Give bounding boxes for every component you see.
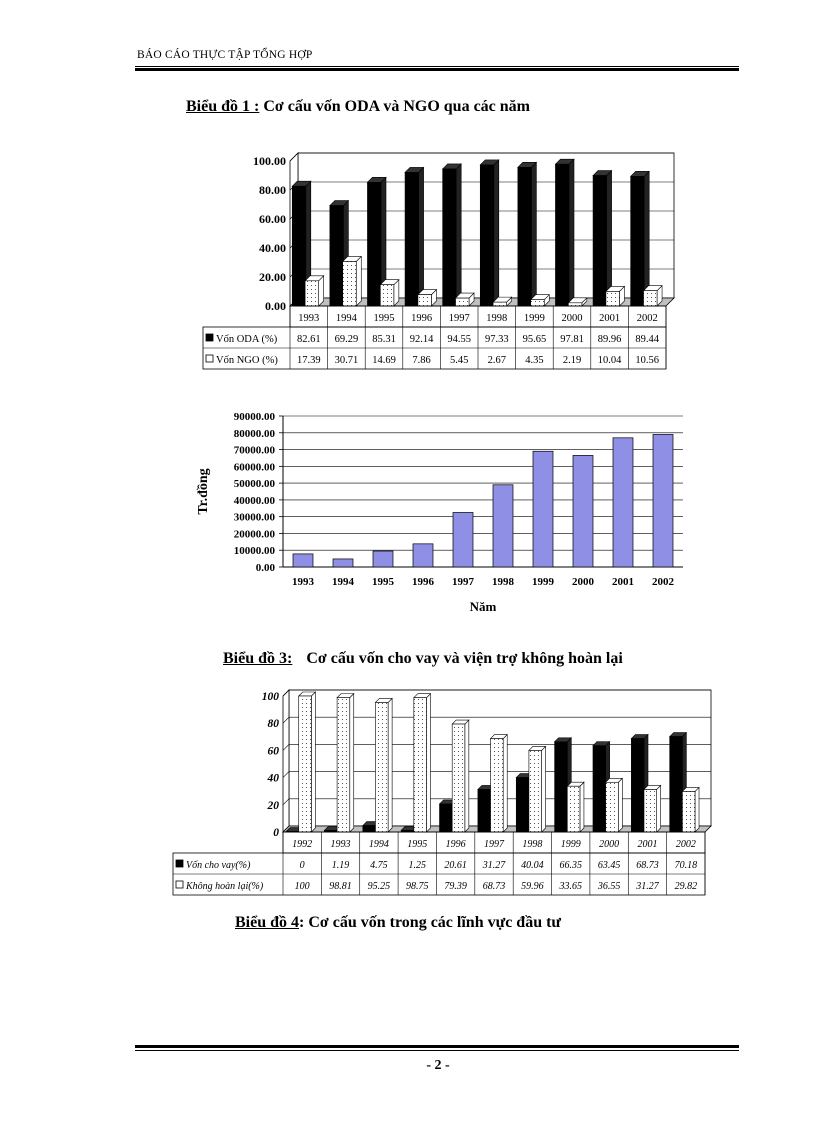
table-value: 69.29 — [334, 334, 359, 345]
y-tick-label: 20 — [267, 799, 279, 812]
y-tick-label: 20000.00 — [233, 528, 275, 541]
light-series-bar-side — [503, 735, 507, 832]
table-year-label: 1994 — [335, 313, 357, 324]
x-tick-label: 2001 — [612, 576, 634, 588]
table-value: 29.82 — [674, 881, 698, 892]
light-series-bar — [299, 696, 312, 832]
y-tick-label: 40 — [267, 772, 279, 785]
table-value: 79.39 — [444, 881, 467, 892]
footer-rule-thick — [135, 1045, 739, 1048]
y-tick-label: 20.00 — [259, 270, 286, 284]
dark-series-bar-side — [569, 159, 574, 306]
legend-key-dark — [176, 860, 183, 867]
light-series-bar — [380, 285, 394, 306]
y-tick-label: 50000.00 — [233, 478, 275, 491]
legend-series-label: Vốn ODA (%) — [216, 334, 278, 345]
table-value: 98.81 — [329, 881, 352, 892]
table-value: 85.31 — [372, 334, 396, 345]
chart3-caption — [223, 650, 623, 668]
capital-value-chart — [190, 406, 690, 616]
table-year-label: 1998 — [522, 839, 543, 850]
dark-series-bar — [593, 176, 607, 306]
table-value: 98.75 — [406, 881, 429, 892]
value-bar — [653, 434, 673, 567]
loan-grant-chart — [165, 682, 725, 898]
table-year-label: 1996 — [411, 313, 433, 324]
table-year-label: 1995 — [373, 313, 395, 324]
table-year-label: 2002 — [636, 313, 658, 324]
y-tick-label: 0.00 — [255, 562, 275, 574]
table-year-label: 2000 — [561, 313, 583, 324]
y-tick-label: 40000.00 — [233, 494, 275, 507]
table-value: 30.71 — [334, 355, 359, 366]
value-bar — [573, 455, 593, 567]
oda-ngo-chart — [190, 148, 690, 378]
chart3-caption-text: Cơ cấu vốn cho vay và viện trợ không hoàn lại — [306, 650, 623, 667]
dark-series-bar — [330, 206, 344, 306]
footer-rule-thin — [135, 1050, 739, 1051]
light-series-bar-side — [618, 778, 622, 832]
table-value: 89.44 — [635, 334, 660, 345]
dark-series-bar-side — [456, 164, 461, 306]
value-bar — [493, 485, 513, 567]
table-value: 97.81 — [560, 334, 584, 345]
header-rule-thick — [135, 68, 739, 71]
light-series-bar — [606, 782, 619, 832]
x-axis-title: Năm — [469, 599, 497, 614]
header-rule-thin — [135, 66, 739, 67]
table-value: 95.25 — [367, 881, 391, 892]
table-year-label: 2001 — [637, 839, 658, 850]
plot-side-wall — [283, 690, 289, 832]
light-series-bar — [375, 702, 388, 832]
light-series-bar — [567, 786, 580, 832]
legend-series-label: Vốn NGO (%) — [216, 355, 278, 366]
light-series-bar-side — [695, 787, 699, 832]
page-number: - 2 - — [426, 1058, 450, 1073]
light-series-bar — [305, 281, 319, 306]
y-tick-label: 80.00 — [259, 183, 286, 197]
table-value: 68.73 — [636, 860, 659, 871]
light-series-bar-side — [657, 785, 661, 832]
table-year-label: 1997 — [448, 313, 470, 324]
x-tick-label: 2002 — [652, 576, 674, 588]
light-series-bar — [452, 724, 465, 832]
table-year-label: 1993 — [330, 839, 351, 850]
y-tick-label: 40.00 — [259, 241, 286, 255]
dark-series-bar-side — [531, 162, 536, 306]
light-series-bar-side — [426, 694, 430, 832]
table-value: 31.27 — [636, 881, 659, 892]
light-series-bar-side — [580, 782, 584, 832]
dark-series-bar — [593, 746, 606, 832]
dark-series-bar — [518, 167, 532, 306]
value-bar — [533, 451, 553, 567]
light-series-bar — [493, 302, 507, 306]
table-year-label: 1993 — [298, 313, 320, 324]
y-tick-label: 60000.00 — [233, 461, 275, 474]
chart1-caption — [186, 98, 530, 116]
y-tick-label: 60.00 — [259, 212, 286, 226]
table-year-label: 2000 — [599, 839, 620, 850]
dark-series-bar — [405, 172, 419, 306]
table-value: 0 — [299, 860, 305, 871]
light-series-bar-side — [542, 746, 546, 832]
x-tick-label: 1998 — [492, 576, 514, 588]
light-series-bar — [418, 295, 432, 306]
table-value: 59.96 — [521, 881, 544, 892]
table-year-label: 1997 — [484, 839, 504, 850]
value-bar — [293, 554, 313, 567]
light-series-bar — [531, 300, 545, 306]
table-value: 89.96 — [597, 334, 622, 345]
dark-series-bar — [631, 176, 645, 306]
x-tick-label: 1995 — [372, 576, 394, 588]
table-year-label: 1992 — [292, 839, 313, 850]
table-value: 7.86 — [412, 355, 431, 366]
table-value: 17.39 — [296, 355, 321, 366]
y-tick-label: 0.00 — [265, 299, 286, 313]
dark-series-bar — [555, 742, 568, 832]
legend-key-dark — [206, 334, 213, 341]
table-value: 66.35 — [559, 860, 582, 871]
x-tick-label: 1997 — [452, 576, 474, 588]
chart4-caption — [235, 914, 561, 932]
table-value: 31.27 — [482, 860, 506, 871]
table-value: 100 — [294, 881, 310, 892]
table-value: 2.67 — [487, 355, 506, 366]
y-tick-label: 100.00 — [253, 154, 286, 168]
table-value: 82.61 — [296, 334, 321, 345]
y-tick-label: 70000.00 — [233, 444, 275, 457]
legend-series-label: Vốn cho vay(%) — [186, 860, 251, 871]
value-bar — [453, 512, 473, 567]
x-tick-label: 1999 — [532, 576, 554, 588]
table-year-label: 1996 — [445, 839, 466, 850]
dark-series-bar — [367, 182, 381, 306]
dark-series-bar — [292, 186, 306, 306]
light-series-bar — [529, 750, 542, 832]
table-value: 70.18 — [674, 860, 698, 871]
legend-series-label: Không hoàn lại(%) — [186, 881, 264, 892]
dark-series-bar-side — [607, 171, 612, 306]
table-value: 36.55 — [597, 881, 621, 892]
document-header: BÁO CÁO THỰC TẬP TỔNG HỢP — [137, 49, 313, 61]
table-value: 92.14 — [409, 334, 434, 345]
table-year-label: 2001 — [599, 313, 621, 324]
light-series-bar-side — [465, 720, 469, 832]
light-series-bar — [644, 789, 657, 832]
light-series-bar — [337, 698, 350, 832]
dark-series-bar — [516, 778, 529, 832]
dark-series-bar — [555, 164, 569, 306]
table-value: 5.45 — [450, 355, 469, 366]
dark-series-bar — [478, 789, 491, 832]
y-tick-label: 30000.00 — [233, 511, 275, 524]
light-series-bar-side — [388, 698, 392, 832]
chart3-caption-lead: Biểu đồ 3: — [223, 650, 293, 667]
table-value: 95.65 — [522, 334, 547, 345]
x-tick-label: 1993 — [292, 576, 314, 588]
y-tick-label: 80000.00 — [233, 427, 275, 440]
table-value: 2.19 — [562, 355, 582, 366]
dark-series-bar-side — [419, 167, 424, 306]
table-value: 33.65 — [559, 881, 582, 892]
y-tick-label: 100 — [261, 691, 279, 703]
y-tick-label: 80 — [267, 718, 279, 731]
light-series-bar — [456, 298, 470, 306]
table-value: 14.69 — [372, 355, 396, 366]
table-value: 20.61 — [444, 860, 467, 871]
table-value: 40.04 — [521, 860, 544, 871]
value-bar — [613, 438, 633, 567]
table-year-label: 1999 — [523, 313, 545, 324]
table-value: 4.75 — [370, 860, 388, 871]
y-tick-label: 60 — [267, 745, 279, 758]
light-series-bar — [343, 261, 357, 306]
y-tick-label: 0 — [273, 827, 279, 839]
chart1-caption-text: Cơ cấu vốn ODA và NGO qua các năm — [263, 98, 530, 115]
y-axis-title: Tr.đồng — [196, 468, 211, 515]
table-value: 1.25 — [408, 860, 427, 871]
light-series-bar — [491, 739, 504, 832]
x-tick-label: 2000 — [572, 576, 594, 588]
chart4-caption-lead: Biểu đồ 4 — [235, 914, 300, 931]
light-series-bar — [568, 303, 582, 306]
chart1-caption-lead: Biểu đồ 1 : — [186, 98, 260, 115]
y-tick-label: 10000.00 — [233, 545, 275, 558]
table-value: 10.04 — [597, 355, 622, 366]
x-tick-label: 1996 — [412, 576, 434, 588]
table-value: 4.35 — [525, 355, 544, 366]
table-value: 1.19 — [331, 860, 350, 871]
table-value: 63.45 — [597, 860, 621, 871]
light-series-bar-side — [350, 694, 354, 832]
legend-key-light — [206, 355, 213, 362]
light-series-bar-side — [356, 256, 361, 306]
dark-series-bar — [440, 804, 453, 832]
table-value: 94.55 — [447, 334, 472, 345]
table-value: 10.56 — [635, 355, 660, 366]
table-value: 68.73 — [482, 881, 506, 892]
dark-series-bar — [363, 826, 376, 832]
x-tick-label: 1994 — [332, 576, 354, 588]
table-year-label: 1999 — [560, 839, 581, 850]
light-series-bar — [644, 291, 658, 306]
dark-series-bar-side — [494, 160, 499, 306]
value-bar — [333, 559, 353, 567]
legend-key-light — [176, 881, 183, 888]
light-series-bar-side — [311, 692, 315, 832]
table-year-label: 1994 — [368, 839, 389, 850]
dark-series-bar — [480, 165, 494, 306]
table-year-label: 1998 — [486, 313, 508, 324]
dark-series-bar — [670, 737, 683, 832]
value-bar — [413, 544, 433, 567]
dark-series-bar — [443, 169, 457, 306]
light-series-bar — [682, 791, 695, 832]
table-year-label: 2002 — [675, 839, 696, 850]
table-year-label: 1995 — [407, 839, 428, 850]
chart4-caption-text: : Cơ cấu vốn trong các lĩnh vực đầu tư — [299, 914, 562, 931]
value-bar — [373, 551, 393, 567]
dark-series-bar — [631, 739, 644, 832]
table-value: 97.33 — [484, 334, 509, 345]
y-tick-label: 90000.00 — [233, 411, 275, 423]
light-series-bar — [414, 698, 427, 832]
light-series-bar — [606, 291, 620, 306]
